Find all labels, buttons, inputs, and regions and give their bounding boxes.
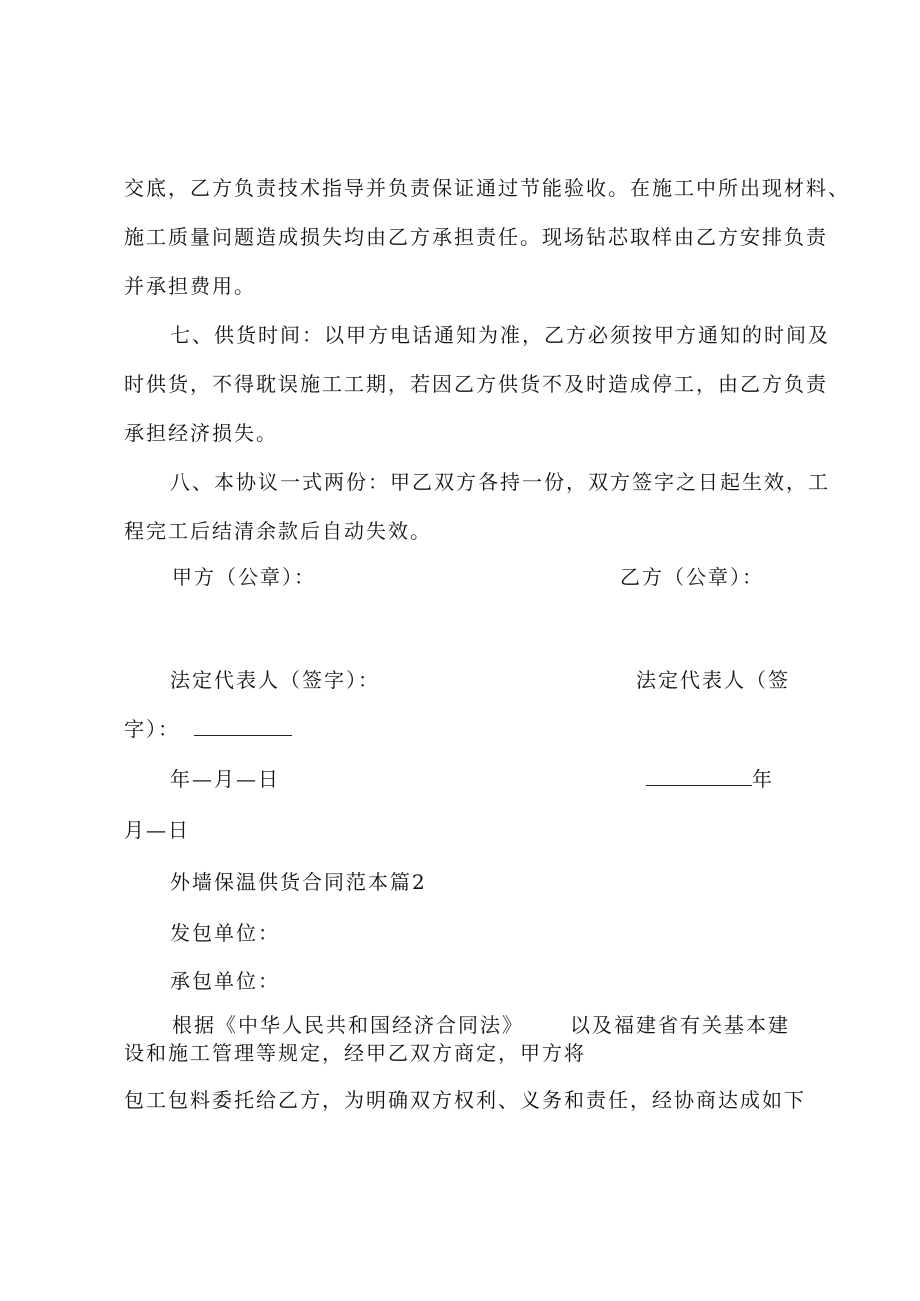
party-a-date: 年—月—日 — [170, 767, 280, 791]
party-b-seal-label: 乙方（公章）： — [620, 565, 764, 589]
party-b-rep-signature-row — [124, 716, 292, 742]
party-b-rep-label-part1: 法定代表人（签 — [636, 668, 790, 692]
party-b-date-rest: 月—日 — [124, 818, 190, 842]
section7-line1: 七、供货时间：以甲方电话通知为准，乙方必须按甲方通知的时间及 — [170, 323, 830, 347]
section7-line2: 时供货，不得耽误施工工期，若因乙方供货不及时造成停工，由乙方负责 — [124, 372, 828, 396]
party-b-date-row — [646, 766, 774, 792]
party-b-date-year: 年 — [752, 767, 774, 791]
employer-label: 发包单位： — [170, 921, 280, 945]
section8-line1: 八、本协议一式两份：甲乙双方各持一份，双方签字之日起生效，工 — [170, 470, 830, 494]
section2-heading: 外墙保温供货合同范本篇2 — [170, 870, 427, 894]
basis-part1: 根据《中华人民共和国经济合同法》 — [172, 1013, 524, 1037]
section7-line3: 承担经济损失。 — [124, 421, 278, 445]
party-b-rep-label-part2: 字）： — [124, 717, 180, 741]
contractor-label: 承包单位： — [170, 969, 280, 993]
section8-line2: 程完工后结清余款后自动失效。 — [124, 519, 432, 543]
basis-part2: 以及福建省有关基本建 — [570, 1013, 790, 1037]
section6-line3: 并承担费用。 — [124, 274, 256, 298]
section6-line1: 交底，乙方负责技术指导并负责保证通过节能验收。在施工中所出现材料、 — [124, 176, 850, 200]
basis-line2: 设和施工管理等规定，经甲乙双方商定，甲方将 — [124, 1041, 586, 1065]
section6-line2: 施工质量问题造成损失均由乙方承担责任。现场钻芯取样由乙方安排负责 — [124, 225, 828, 249]
party-a-rep-label: 法定代表人（签字）： — [170, 668, 380, 692]
basis-line3: 包工包料委托给乙方，为明确双方权利、义务和责任，经协商达成如下 — [124, 1088, 806, 1112]
party-a-seal-label: 甲方（公章）： — [172, 565, 316, 589]
date-blank-line — [646, 767, 752, 786]
signature-blank-line — [194, 717, 292, 736]
